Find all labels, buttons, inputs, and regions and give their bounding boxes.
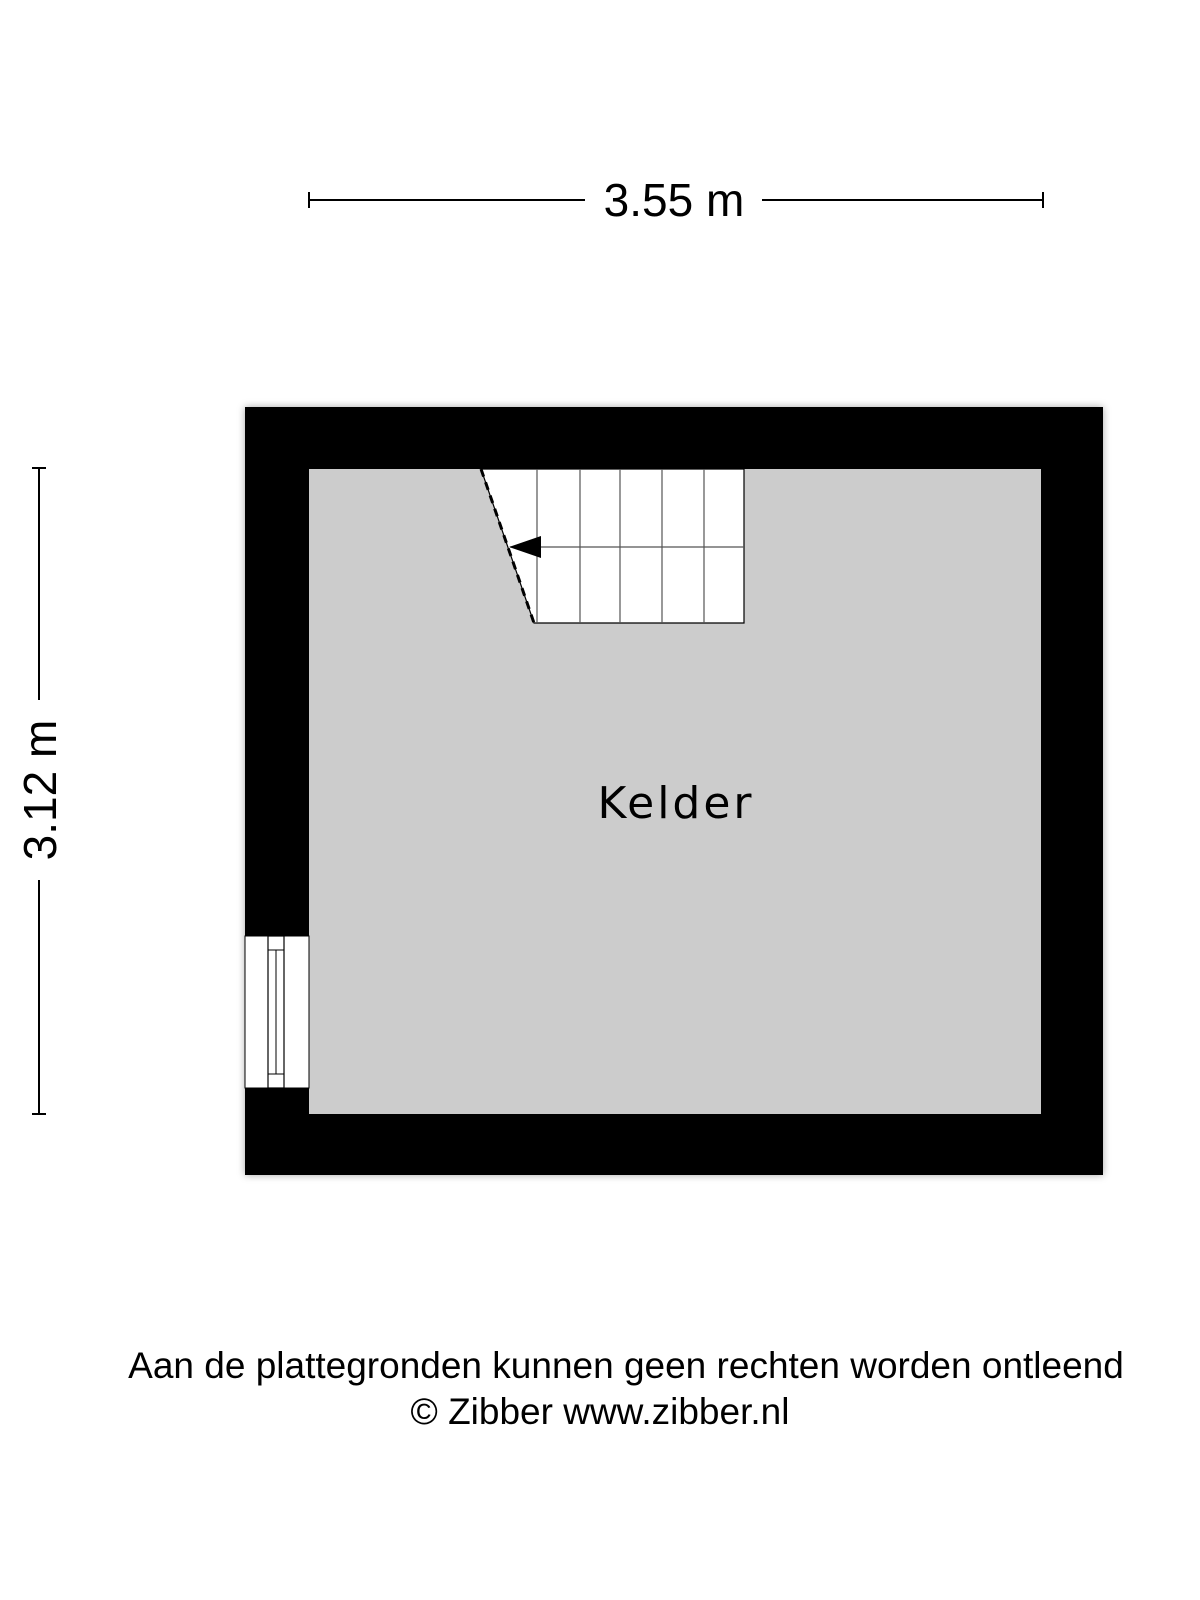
width-dimension [309, 174, 1043, 226]
width-dimension-label: 3.55 m [603, 174, 745, 226]
height-dimension-label: 3.12 m [14, 719, 66, 861]
disclaimer-text: Aan de plattegronden kunnen geen rechten worden ontleend [128, 1345, 1124, 1386]
copyright-text: © Zibber www.zibber.nl [410, 1391, 790, 1432]
window [245, 936, 309, 1088]
room-label: Kelder [597, 778, 755, 829]
height-dimension [14, 468, 66, 1114]
